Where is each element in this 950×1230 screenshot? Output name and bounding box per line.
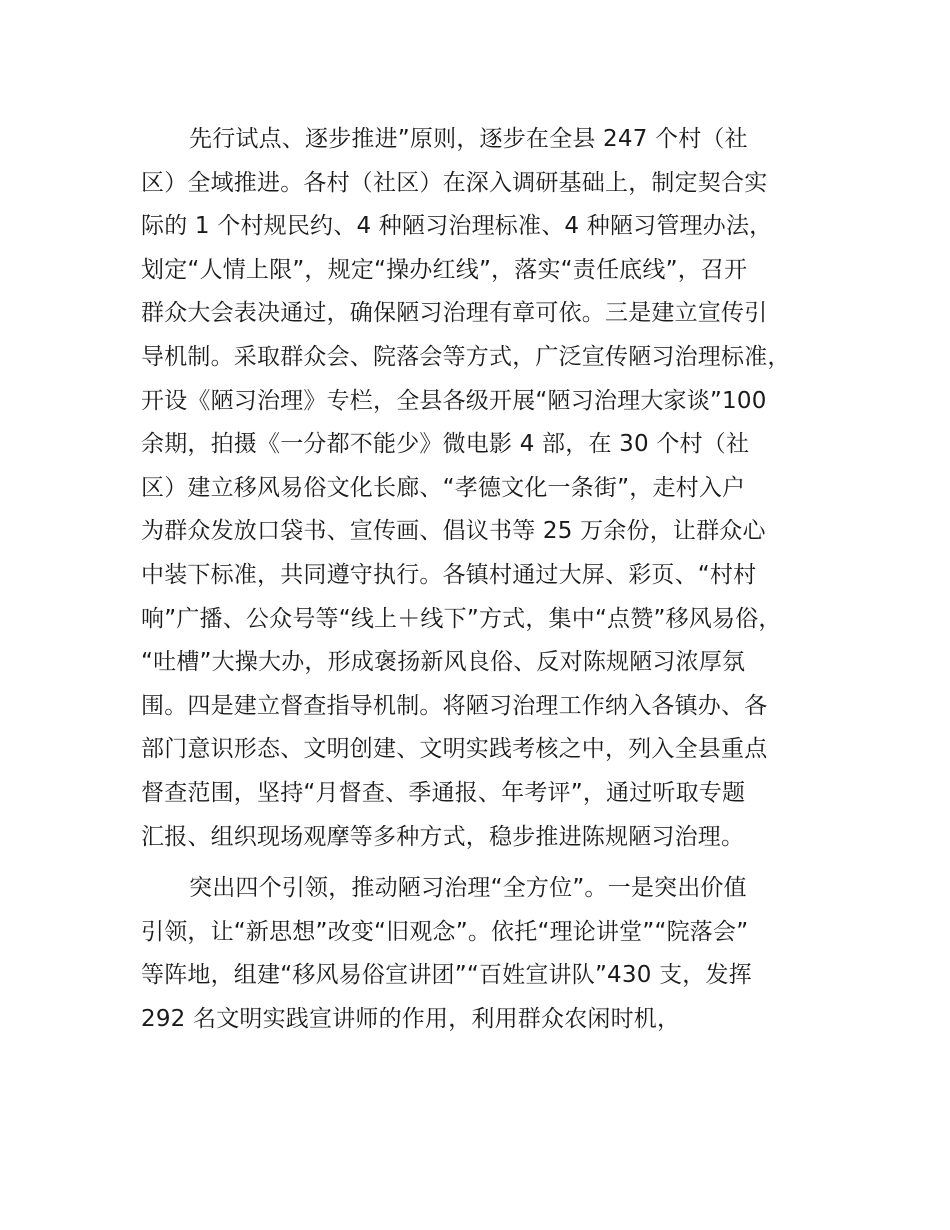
text-line: 响”广播、公众号等“线上＋线下”方式，集中“点赞”移风易俗，	[141, 605, 782, 632]
text-line: 围。四是建立督查指导机制。将陋习治理工作纳入各镇办、各	[141, 692, 768, 719]
text-line: 部门意识形态、文明创建、文明实践考核之中，列入全县重点	[141, 736, 768, 763]
text-line: 群众大会表决通过，确保陋习治理有章可依。三是建立宣传引	[141, 300, 768, 327]
text-line: 汇报、组织现场观摩等多种方式，稳步推进陈规陋习治理。	[141, 823, 745, 850]
text-line: “吐槽”大操大办，形成褒扬新风良俗、反对陈规陋习浓厚氛	[141, 649, 746, 676]
document-body	[141, 118, 841, 1041]
text-line: 余期，拍摄《一分都不能少》微电影 4 部，在 30 个村（社	[141, 431, 750, 458]
text-line: 区）全域推进。各村（社区）在深入调研基础上，制定契合实	[141, 169, 768, 196]
text-line: 区）建立移风易俗文化长廊、“孝德文化一条街”，走村入户	[141, 474, 746, 501]
text-line: 导机制。采取群众会、院落会等方式，广泛宣传陋习治理标准，	[141, 343, 791, 370]
text-line: 中装下标准，共同遵守执行。各镇村通过大屏、彩页、“村村	[141, 561, 757, 588]
text-line: 开设《陋习治理》专栏，全县各级开展“陋习治理大家谈”100	[141, 387, 767, 414]
text-line: 先行试点、逐步推进”原则，逐步在全县 247 个村（社	[189, 126, 748, 152]
paragraph-2	[141, 867, 841, 1041]
text-line: 为群众发放口袋书、宣传画、倡议书等 25 万余份，让群众心	[141, 518, 766, 545]
text-line: 督查范围，坚持“月督查、季通报、年考评”，通过听取专题	[141, 779, 746, 806]
text-line: 引领，让“新思想”改变“旧观念”。依托“理论讲堂”“院落会”	[141, 918, 749, 945]
text-line: 等阵地，组建“移风易俗宣讲团”“百姓宣讲队”430 支，发挥	[141, 962, 752, 989]
text-line: 292 名文明实践宣讲师的作用，利用群众农闲时机，	[141, 1005, 681, 1032]
paragraph-1	[141, 118, 841, 859]
text-line: 突出四个引领，推动陋习治理“全方位”。一是突出价值	[189, 875, 747, 902]
paragraph-spacer	[141, 859, 841, 867]
text-line: 际的 1 个村规民约、4 种陋习治理标准、4 种陋习管理办法，	[141, 213, 773, 240]
text-line: 划定“人情上限”，规定“操办红线”，落实“责任底线”，召开	[141, 256, 748, 283]
